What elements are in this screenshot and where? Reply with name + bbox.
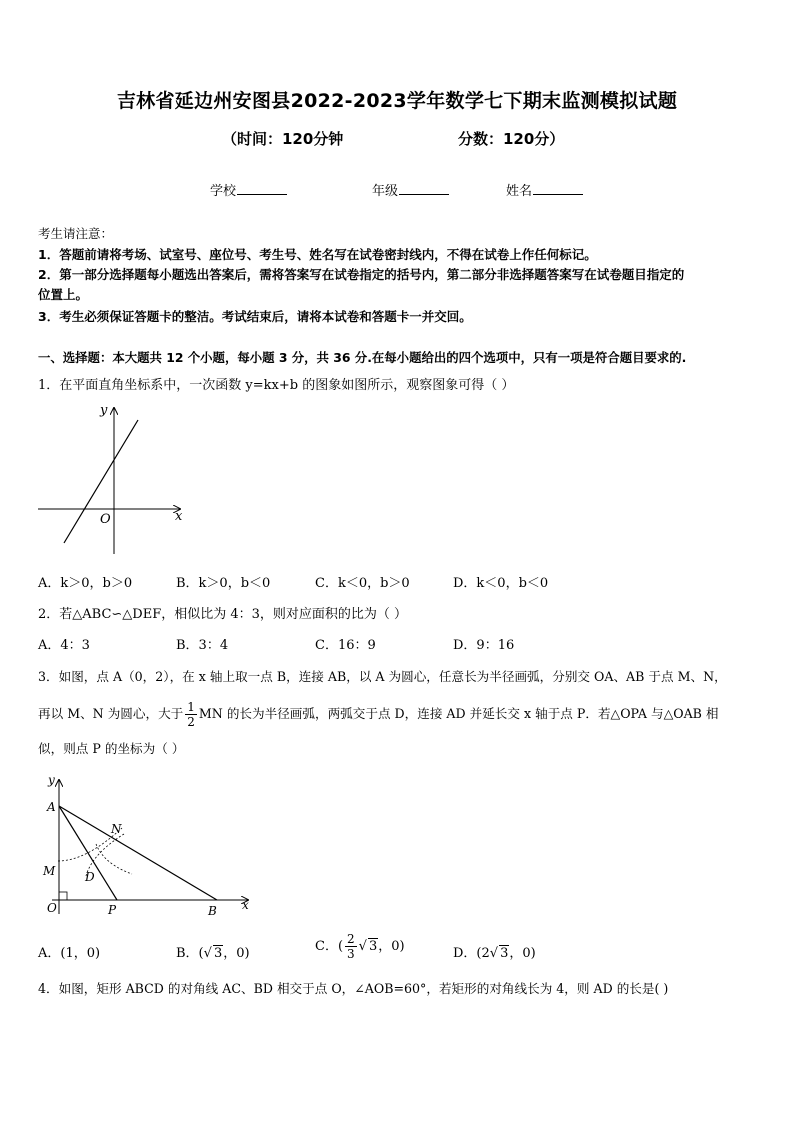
- q2-option-d[interactable]: D．9：16: [453, 638, 515, 653]
- q3-point-m: M: [43, 864, 56, 878]
- grade-label: 年级: [372, 184, 399, 199]
- q3-option-c-fraction: [345, 932, 357, 961]
- q3-y-label: y: [48, 773, 55, 787]
- q1-figure: [34, 398, 194, 558]
- school-label: 学校: [210, 184, 237, 199]
- q2-option-b[interactable]: B．3：4: [176, 638, 229, 653]
- notice-item-2a: 2．第一部分选择题每小题选出答案后，需将答案写在试卷指定的括号内，第二部分非选择题答案写在试卷题目指定的: [38, 267, 685, 282]
- q3-option-c-prefix: C．(: [315, 939, 344, 954]
- q3-segment-ab: [59, 806, 217, 900]
- q3-option-d[interactable]: [453, 942, 536, 961]
- q3-option-c-radicand: 3: [368, 939, 378, 954]
- q3-segment-ap: [59, 806, 117, 900]
- q1-origin-label: O: [100, 512, 111, 527]
- section-heading: 一、选择题：本大题共 12 个小题，每小题 3 分，共 36 分.在每小题给出的四个选项中，只有一项是符合题目要求的.: [38, 350, 687, 365]
- q3-option-a[interactable]: A．(1，0): [38, 946, 101, 961]
- q1-option-d[interactable]: D．k＜0，b＜0: [453, 576, 549, 591]
- q3-figure: [34, 766, 264, 926]
- grade-field[interactable]: [372, 180, 449, 199]
- q3-line-2b: MN 的长为半径画弧，两弧交于点 D，连接 AD 并延长交 x 轴于点 P．若△OPA 与△OAB 相: [198, 706, 719, 721]
- school-field[interactable]: [210, 180, 287, 199]
- page-title: 吉林省延边州安图县2022-2023学年数学七下期末监测模拟试题: [116, 90, 678, 112]
- q3-fraction: [185, 700, 197, 729]
- q1-stem: 1．在平面直角坐标系中，一次函数 y=kx+b 的图象如图所示，观察图象可得（ ）: [38, 378, 515, 393]
- q3-option-c-den: 3: [347, 947, 355, 961]
- q3-option-d-radicand: 3: [500, 946, 509, 961]
- q3-line-2: [38, 700, 719, 729]
- sqrt-icon: √: [489, 946, 499, 961]
- q3-option-c-suffix: ，0): [378, 939, 405, 954]
- q3-point-b: B: [208, 904, 217, 918]
- q3-point-n: N: [111, 822, 122, 836]
- grade-blank[interactable]: [399, 182, 449, 195]
- q1-option-b[interactable]: B．k＞0，b＜0: [176, 576, 271, 591]
- name-label: 姓名: [506, 184, 533, 199]
- q3-option-b[interactable]: [176, 942, 250, 961]
- sqrt-icon: √: [358, 939, 367, 954]
- name-blank[interactable]: [533, 182, 583, 195]
- q3-option-b-prefix: B．(: [176, 946, 204, 961]
- q1-option-c[interactable]: C．k＜0，b＞0: [315, 576, 410, 591]
- q3-point-d: D: [85, 870, 95, 884]
- school-blank[interactable]: [237, 182, 287, 195]
- q3-frac-num: 1: [187, 700, 195, 714]
- q3-line-2a: 再以 M、N 为圆心，大于: [38, 706, 184, 721]
- q3-option-c-num: 2: [347, 932, 355, 946]
- notice-item-1: 1．答题前请将考场、试室号、座位号、考生号、姓名写在试卷密封线内，不得在试卷上作任何标记。: [38, 247, 597, 262]
- q3-line-1: 3．如图，点 A（0，2），在 x 轴上取一点 B，连接 AB，以 A 为圆心，任意长为半径画弧，分别交 OA、AB 于点 M、N，: [38, 669, 727, 684]
- q3-frac-den: 2: [187, 715, 195, 729]
- q4-stem: 4．如图，矩形 ABCD 的对角线 AC、BD 相交于点 O，∠AOB=60°，若矩形的对角线长为 4，则 AD 的长是( ): [38, 981, 669, 996]
- q3-right-angle-mark: [59, 892, 67, 900]
- sqrt-icon: √: [203, 946, 212, 961]
- q3-point-p: P: [108, 903, 117, 917]
- notice-item-2b: 位置上。: [38, 287, 89, 302]
- q1-y-label: y: [100, 403, 108, 418]
- q3-arc-from-n: [96, 844, 132, 874]
- q3-option-b-radicand: 3: [213, 946, 223, 961]
- q1-option-a[interactable]: A．k＞0，b＞0: [38, 576, 133, 591]
- q3-option-d-suffix: ，0): [509, 946, 536, 961]
- notice-item-3: 3．考生必须保证答题卡的整洁。考试结束后，请将本试卷和答题卡一并交回。: [38, 309, 472, 324]
- q3-line-3: 似，则点 P 的坐标为（ ）: [38, 741, 185, 756]
- q3-option-b-suffix: ，0): [223, 946, 250, 961]
- q3-point-o: O: [47, 901, 57, 915]
- q3-point-a: A: [47, 800, 56, 814]
- q2-stem: 2．若△ABC∽△DEF，相似比为 4：3，则对应面积的比为（ ）: [38, 607, 408, 622]
- notice-heading: 考生请注意：: [38, 226, 114, 241]
- name-field[interactable]: [506, 180, 583, 199]
- q1-x-label: x: [175, 509, 183, 524]
- q3-x-label: x: [242, 898, 249, 912]
- q2-option-a[interactable]: A．4：3: [38, 638, 90, 653]
- q2-option-c[interactable]: C．16：9: [315, 638, 376, 653]
- q3-option-c[interactable]: [315, 932, 405, 961]
- exam-time: （时间：120分钟: [222, 130, 344, 148]
- exam-score: 分数：120分）: [458, 130, 565, 148]
- q3-option-d-prefix: D．(2: [453, 946, 490, 961]
